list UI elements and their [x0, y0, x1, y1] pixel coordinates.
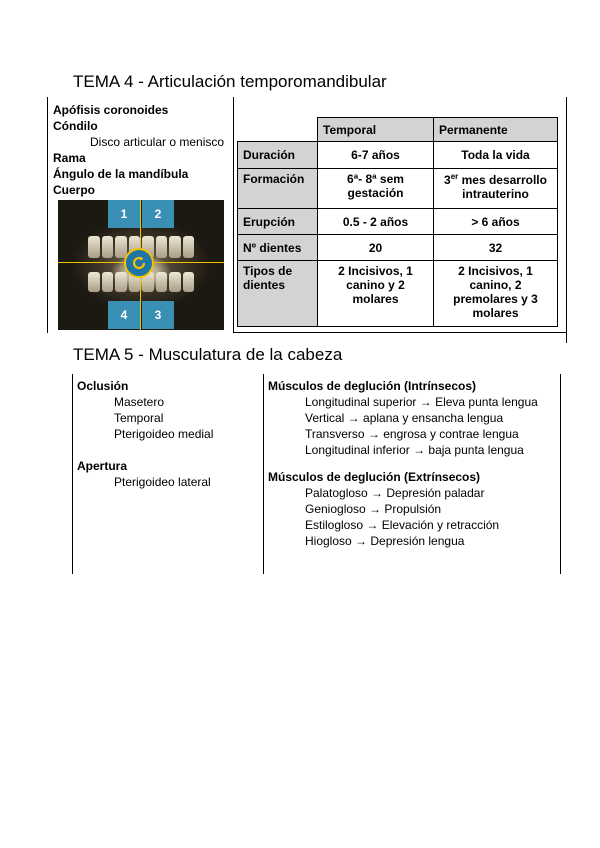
cell-duracion-temporal: 6-7 años — [318, 142, 434, 169]
table-corner — [238, 118, 318, 142]
tema5-right-column — [268, 378, 538, 549]
tema5-right-border — [560, 374, 561, 574]
anatomy-subitem: Disco articular o menisco — [90, 135, 225, 149]
row-header-formacion: Formación — [238, 169, 318, 209]
intrinsecos-heading: Músculos de deglución (Intrínsecos) — [268, 379, 477, 393]
anatomy-item: Rama — [53, 151, 86, 165]
extrinsecos-heading: Músculos de deglución (Extrínsecos) — [268, 470, 481, 484]
muscle-item: Longitudinal inferior → baja punta lengua — [305, 443, 524, 457]
row-header-n-dientes: Nº dientes — [238, 235, 318, 261]
quadrant-2-label: 2 — [142, 200, 174, 228]
anatomy-item: Cóndilo — [53, 119, 98, 133]
anatomy-item: Cuerpo — [53, 183, 95, 197]
muscle-item: Pterigoideo lateral — [114, 475, 211, 489]
row-header-erupcion: Erupción — [238, 209, 318, 235]
tema5-left-column — [77, 378, 213, 490]
apertura-heading: Apertura — [77, 459, 128, 473]
tema4-title: TEMA 4 - Articulación temporomandibular — [73, 72, 387, 91]
anatomy-item: Ángulo de la mandíbula — [53, 167, 189, 181]
muscle-item: Pterigoideo medial — [114, 427, 214, 441]
quadrant-1-label: 1 — [108, 200, 140, 228]
right-border — [566, 97, 567, 343]
muscle-item: Hiogloso → Depresión lengua — [305, 534, 465, 548]
quadrant-4-label: 4 — [108, 301, 140, 329]
muscle-item: Palatogloso → Depresión paladar — [305, 486, 485, 500]
cell-tipos-permanente: 2 Incisivos, 1 canino, 2 premolares y 3 molares — [434, 261, 558, 327]
muscle-item: Temporal — [114, 411, 164, 425]
tema5-title: TEMA 5 - Musculatura de la cabeza — [73, 345, 343, 364]
table-bottom-line — [233, 332, 566, 333]
muscle-item: Longitudinal superior → Eleva punta lengua — [305, 395, 538, 409]
cell-n-dientes-temporal: 20 — [318, 235, 434, 261]
formacion-permanente-ordinal: er — [450, 172, 459, 181]
tema5-left-border — [72, 374, 73, 574]
quadrant-3-label: 3 — [142, 301, 174, 329]
rotation-icon — [124, 248, 154, 278]
muscle-item: Geniogloso → Propulsión — [305, 502, 442, 516]
cell-duracion-permanente: Toda la vida — [434, 142, 558, 169]
teeth-comparison-table — [237, 117, 558, 327]
tema5-middle-border — [263, 374, 264, 574]
formacion-permanente-number: 3 — [444, 173, 451, 187]
col-header-permanente: Permanente — [434, 118, 558, 142]
oclusion-heading: Oclusión — [77, 379, 129, 393]
cell-n-dientes-permanente: 32 — [434, 235, 558, 261]
cell-formacion-permanente — [434, 169, 558, 209]
cell-erupcion-temporal: 0.5 - 2 años — [318, 209, 434, 235]
muscle-item: Estilogloso → Elevación y retracción — [305, 518, 500, 532]
muscle-item: Transverso → engrosa y contrae lengua — [305, 427, 519, 441]
muscle-item: Masetero — [114, 395, 165, 409]
row-header-tipos: Tipos de dientes — [238, 261, 318, 327]
middle-border — [233, 97, 234, 333]
anatomy-list — [53, 102, 224, 198]
dental-xray-image — [58, 200, 224, 330]
row-header-duracion: Duración — [238, 142, 318, 169]
col-header-temporal: Temporal — [318, 118, 434, 142]
cell-erupcion-permanente: > 6 años — [434, 209, 558, 235]
left-border — [47, 97, 48, 333]
formacion-permanente-text: mes desarrollo intrauterino — [458, 173, 547, 201]
anatomy-item: Apófisis coronoides — [53, 103, 169, 117]
muscle-item: Vertical → aplana y ensancha lengua — [305, 411, 504, 425]
cell-formacion-temporal: 6ª- 8ª sem gestación — [318, 169, 434, 209]
cell-tipos-temporal: 2 Incisivos, 1 canino y 2 molares — [318, 261, 434, 327]
